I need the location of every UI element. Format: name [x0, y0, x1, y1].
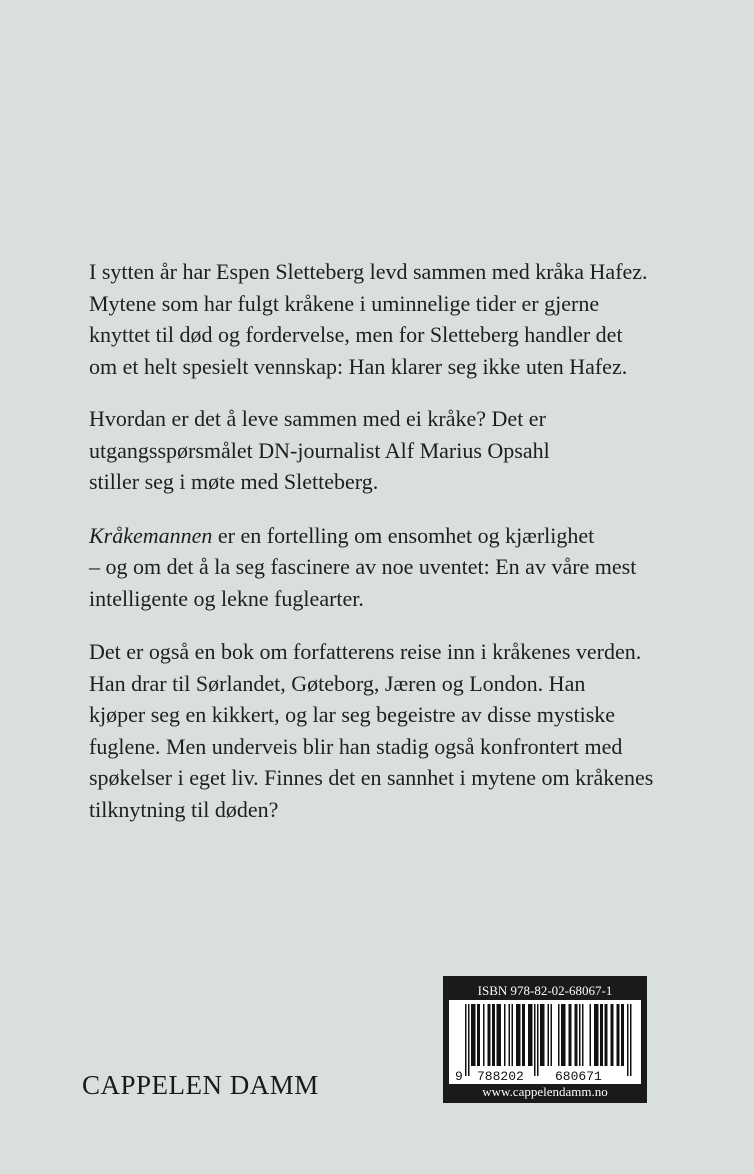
barcode-bar — [468, 1004, 470, 1076]
barcode-bar — [623, 1004, 625, 1066]
barcode-bar — [563, 1004, 565, 1066]
barcode-bar — [548, 1004, 550, 1066]
barcode-bar — [540, 1004, 542, 1066]
publisher-logo: CAPPELEN DAMM — [82, 1070, 319, 1100]
barcode-bar — [471, 1004, 473, 1066]
barcode-bar — [477, 1004, 479, 1066]
blurb-line: om et helt spesielt vennskap: Han klarer seg ikke uten Hafez. — [89, 353, 628, 379]
barcode-bar — [534, 1004, 536, 1076]
blurb-line: fuglene. Men underveis blir han stadig også konfrontert med — [89, 733, 623, 759]
isbn-barcode-box — [443, 976, 647, 1103]
barcode-bar — [519, 1004, 521, 1066]
blurb-line: I sytten år har Espen Sletteberg levd sammen med kråka Hafez. — [89, 259, 648, 284]
blurb-line: Det er også en bok om forfatterens reise inn i kråkenes verden. — [89, 639, 642, 664]
barcode-bar — [594, 1004, 596, 1066]
barcode-bar — [518, 1004, 520, 1066]
barcode-bar — [605, 1004, 607, 1066]
barcode-bars-icon — [449, 1000, 641, 1084]
barcode-bar — [524, 1004, 526, 1066]
blurb-line: Han drar til Sørlandet, Gøteborg, Jæren og London. Han — [89, 670, 586, 696]
blurb-line: utgangsspørsmålet DN-journalist Alf Marius Opsahl — [89, 437, 550, 463]
blurb-paragraph-1 — [89, 256, 729, 382]
barcode-bar — [473, 1004, 475, 1066]
barcode-bar — [579, 1004, 581, 1066]
blurb-paragraph-2 — [89, 403, 729, 498]
blurb-line: knyttet til død og fordervelse, men for Sletteberg handler det — [89, 322, 623, 347]
blurb-line: kjøper seg en kikkert, og lar seg begeistre av disse mystiske — [89, 702, 616, 727]
blurb-line: intelligente og lekne fuglearter. — [89, 585, 364, 611]
barcode-bar — [494, 1004, 496, 1066]
blurb-paragraph-4 — [89, 636, 729, 825]
blurb-line-rest: er en fortelling om ensomhet og kjærlighet — [212, 522, 595, 548]
barcode-bar — [627, 1004, 629, 1076]
barcode-bar — [512, 1004, 514, 1066]
barcode-bar — [582, 1004, 584, 1066]
barcode-bar — [492, 1004, 494, 1066]
barcode-bar — [597, 1004, 599, 1066]
back-cover-blurb — [89, 256, 729, 847]
barcode-bar — [474, 1004, 476, 1066]
barcode-bar — [612, 1004, 614, 1066]
barcode — [449, 1000, 641, 1084]
barcode-bar — [542, 1004, 544, 1066]
barcode-bar — [618, 1004, 620, 1066]
publisher-url: www.cappelendamm.no — [482, 1084, 608, 1099]
barcode-bar — [479, 1004, 481, 1066]
barcode-bar — [516, 1004, 518, 1066]
barcode-bar — [500, 1004, 502, 1066]
barcode-digits-right: 680671 — [555, 1069, 602, 1084]
barcode-bar — [602, 1004, 604, 1066]
book-title-italic: Kråkemannen — [89, 522, 213, 548]
blurb-line: – og om det å la seg fascinere av noe uventet: En av våre mest — [89, 554, 637, 579]
barcode-bar — [570, 1004, 572, 1066]
blurb-line: Hvordan er det å leve sammen med ei kråke? Det er — [89, 406, 546, 431]
isbn-label: ISBN 978-82-02-68067-1 — [477, 983, 613, 998]
barcode-bar — [522, 1004, 524, 1066]
barcode-bar — [621, 1004, 623, 1066]
barcode-bar — [530, 1004, 532, 1066]
blurb-line: tilknytning til døden? — [89, 796, 279, 822]
barcode-bar — [600, 1004, 602, 1066]
barcode-bar — [561, 1004, 563, 1066]
barcode-bar — [498, 1004, 500, 1066]
barcode-digit-first: 9 — [455, 1069, 463, 1084]
barcode-bar — [569, 1004, 571, 1066]
blurb-line: stiller seg i møte med Sletteberg. — [89, 469, 379, 494]
barcode-bar — [606, 1004, 608, 1066]
barcode-bar — [617, 1004, 619, 1066]
blurb-line: spøkelser i eget liv. Finnes det en sannhet i mytene om kråkenes — [89, 765, 654, 790]
barcode-bar — [630, 1004, 632, 1076]
barcode-bar — [543, 1004, 545, 1066]
barcode-bar — [611, 1004, 613, 1066]
barcode-bar — [489, 1004, 491, 1066]
barcode-bar — [596, 1004, 598, 1066]
barcode-bar — [497, 1004, 499, 1066]
barcode-bar — [465, 1004, 467, 1076]
barcode-bar — [528, 1004, 530, 1066]
barcode-bar — [576, 1004, 578, 1066]
blurb-line — [89, 520, 729, 552]
barcode-bar — [504, 1004, 506, 1066]
barcode-bar — [531, 1004, 533, 1066]
barcode-bar — [564, 1004, 566, 1066]
barcode-bar — [488, 1004, 490, 1066]
blurb-paragraph-3 — [89, 520, 729, 615]
barcode-bar — [509, 1004, 511, 1066]
blurb-line: Mytene som har fulgt kråkene i uminnelige tider er gjerne — [89, 290, 600, 316]
barcode-bar — [537, 1004, 539, 1076]
barcode-bar — [575, 1004, 577, 1066]
barcode-digits-left: 788202 — [477, 1069, 524, 1084]
barcode-bar — [590, 1004, 592, 1066]
barcode-bar — [551, 1004, 553, 1066]
barcode-bar — [558, 1004, 560, 1066]
barcode-bar — [483, 1004, 485, 1066]
